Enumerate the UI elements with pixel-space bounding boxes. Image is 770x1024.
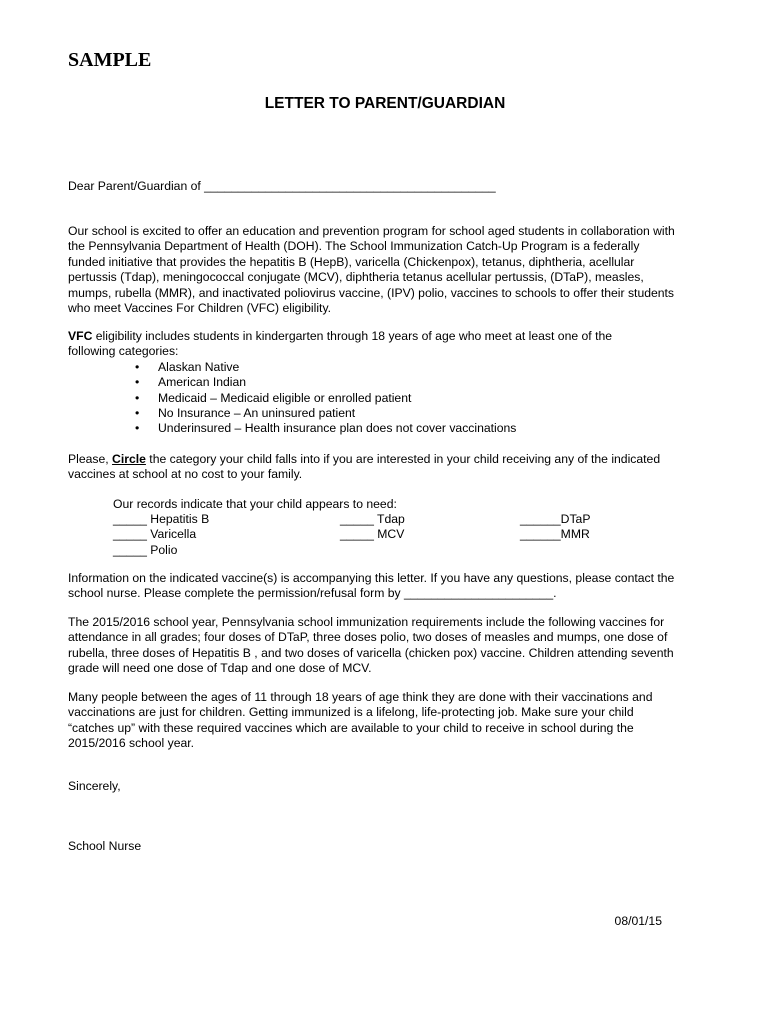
vfc-eligibility-section [68, 329, 708, 437]
circle-bold: Circle [112, 452, 146, 466]
vfc-line [68, 329, 708, 344]
intro-line: who meet Vaccines For Children (VFC) eligibility. [68, 301, 332, 316]
intro-line: Our school is excited to offer an education and prevention program for school aged students in collaboration with [68, 224, 675, 238]
info-paragraph [68, 571, 708, 602]
requirements-line: attendance in all grades; four doses of DTaP, three doses polio, two doses of measles and mumps, one dose of [68, 630, 668, 645]
circle-line [68, 452, 708, 467]
vfc-text: eligibility includes students in kindergarten through 18 years of age who meet at least one of the [92, 329, 613, 343]
vfc-line: following categories: [68, 344, 179, 359]
closing-paragraph [68, 690, 708, 752]
intro-paragraph [68, 224, 708, 316]
info-line: school nurse. Please complete the permission/refusal form by ______________________. [68, 586, 557, 601]
info-line: Information on the indicated vaccine(s) is accompanying this letter. If you have any questions, please contact the [68, 571, 675, 585]
vaccine-needs-grid [113, 512, 633, 558]
signoff: Sincerely, [68, 779, 121, 793]
closing-line: vaccinations are just for children. Getting immunized is a lifelong, life-protecting job. Make sure your child [68, 705, 634, 720]
needs-row [113, 512, 633, 527]
letter-date: 08/01/15 [614, 914, 662, 928]
circle-line: vaccines at school at no cost to your family. [68, 467, 303, 482]
closing-line: “catches up” with these required vaccines which are available to your child to receive in school during the [68, 720, 634, 735]
vaccine-blank-varicella: _____ Varicella [113, 527, 197, 542]
vfc-category-list [68, 360, 708, 437]
closing-line: 2015/2016 school year. [68, 736, 195, 751]
requirements-paragraph [68, 615, 708, 677]
closing-line: Many people between the ages of 11 through 18 years of age think they are done with their vaccinations and [68, 690, 653, 704]
requirements-line: The 2015/2016 school year, Pennsylvania school immunization requirements include the following vaccines for [68, 615, 665, 629]
vaccine-blank-mcv: _____ MCV [340, 527, 405, 542]
sample-watermark-heading: SAMPLE [68, 49, 152, 71]
vaccine-blank-dtap: ______DTaP [520, 512, 591, 526]
circle-prefix: Please, [68, 452, 113, 466]
vaccine-blank-mmr: ______MMR [520, 527, 590, 542]
list-item: • Underinsured – Health insurance plan does not cover vaccinations [68, 421, 708, 436]
requirements-line: grade will need one dose of Tdap and one dose of MCV. [68, 661, 372, 676]
list-item: • Medicaid – Medicaid eligible or enrolled patient [68, 391, 708, 406]
signature: School Nurse [68, 839, 142, 853]
letter-title: LETTER TO PARENT/GUARDIAN [264, 95, 506, 112]
intro-line: pertussis (Tdap), meningococcal conjugate (MCV), diphtheria tetanus acellular pertussis, (DTaP), measles, [68, 270, 644, 285]
needs-row [113, 543, 633, 558]
vaccine-blank-hepatitis-b: _____ Hepatitis B [113, 512, 210, 526]
circle-instructions [68, 452, 708, 483]
list-item: • American Indian [68, 375, 708, 390]
vaccine-blank-polio: _____ Polio [113, 542, 178, 557]
intro-line: mumps, rubella (MMR), and inactivated poliovirus vaccine, (IPV) polio, vaccines to schools to offer their students [68, 285, 675, 300]
requirements-line: rubella, three doses of Hepatitis B , and two doses of varicella (chicken pox) vaccine. Children attending seventh [68, 645, 674, 660]
intro-line: the Pennsylvania Department of Health (DOH). The School Immunization Catch-Up Program is a federally [68, 239, 640, 254]
list-item: • No Insurance – An uninsured patient [68, 406, 708, 421]
circle-text: the category your child falls into if you are interested in your child receiving any of the indicated [145, 452, 661, 466]
needs-row [113, 527, 633, 542]
list-item: • Alaskan Native [68, 360, 708, 375]
intro-line: funded initiative that provides the hepatitis B (HepB), varicella (Chickenpox), tetanus, diphtheria, acellular [68, 254, 635, 269]
salutation: Dear Parent/Guardian of ___________________________________________ [68, 179, 496, 193]
vaccine-blank-tdap: _____ Tdap [340, 512, 405, 526]
needs-intro: Our records indicate that your child appears to need: [113, 497, 397, 511]
vfc-bold: VFC [68, 329, 93, 343]
